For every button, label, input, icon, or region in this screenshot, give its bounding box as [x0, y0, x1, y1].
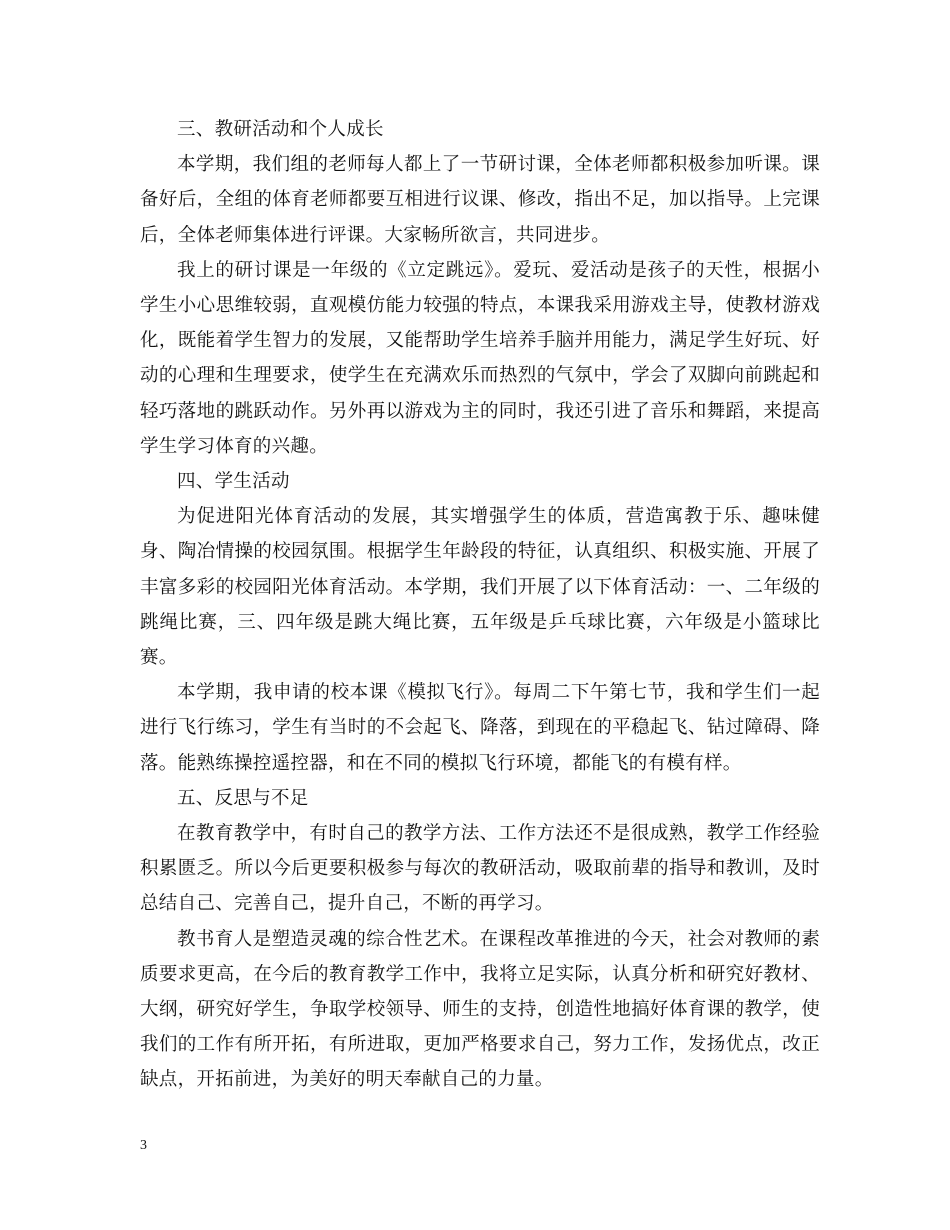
document-page: [140, 112, 820, 1098]
paragraph: 在教育教学中，有时自己的教学方法、工作方法还不是很成熟，教学工作经验积累匮乏。所以今后更要积极参与每次的教研活动，吸取前辈的指导和教训，及时总结自己、完善自己，提升自己，不断的再学习。: [140, 823, 820, 915]
paragraph: 我上的研讨课是一年级的《立定跳远》。爱玩、爱活动是孩子的天性，根据小学生小心思维较弱，直观模仿能力较强的特点，本课我采用游戏主导，使教材游戏化，既能着学生智力的发展，又能帮助学生培养手脑并用能力，满足学生好玩、好动的心理和生理要求，使学生在充满欢乐而热烈的气氛中，学会了双脚向前跳起和轻巧落地的跳跃动作。另外再以游戏为主的同时，我还引进了音乐和舞蹈，来提高学生学习体育的兴趣。: [140, 259, 820, 457]
section-heading-4: 四、学生活动: [177, 471, 290, 493]
page-number: 3: [140, 1138, 147, 1153]
section-heading-3: 三、教研活动和个人成长: [177, 119, 384, 140]
paragraph: 为促进阳光体育活动的发展，其实增强学生的体质，营造寓教于乐、趣味健身、陶冶情操的校园氛围。根据学生年龄段的特征，认真组织、积极实施、开展了丰富多彩的校园阳光体育活动。本学期，我们开展了以下体育活动：一、二年级的跳绳比赛，三、四年级是跳大绳比赛，五年级是乒乓球比赛，六年级是小篮球比赛。: [140, 506, 820, 669]
paragraph: 本学期，我申请的校本课《模拟飞行》。每周二下午第七节，我和学生们一起进行飞行练习，学生有当时的不会起飞、降落，到现在的平稳起飞、钻过障碍、降落。能熟练操控遥控器，和在不同的模拟飞行环境，都能飞的有模有样。: [140, 682, 820, 774]
section-heading-5: 五、反思与不足: [177, 787, 309, 809]
paragraph: 本学期，我们组的老师每人都上了一节研讨课，全体老师都积极参加听课。课备好后，全组的体育老师都要互相进行议课、修改，指出不足，加以指导。上完课后，全体老师集体进行评课。大家畅所欲言，共同进步。: [140, 154, 820, 246]
paragraph: 教书育人是塑造灵魂的综合性艺术。在课程改革推进的今天，社会对教师的素质要求更高，在今后的教育教学工作中，我将立足实际，认真分析和研究好教材、大纲，研究好学生，争取学校领导、师生的支持，创造性地搞好体育课的教学，使我们的工作有所开拓，有所进取，更加严格要求自己，努力工作，发扬优点，改正缺点，开拓前进，为美好的明天奉献自己的力量。: [140, 928, 820, 1091]
